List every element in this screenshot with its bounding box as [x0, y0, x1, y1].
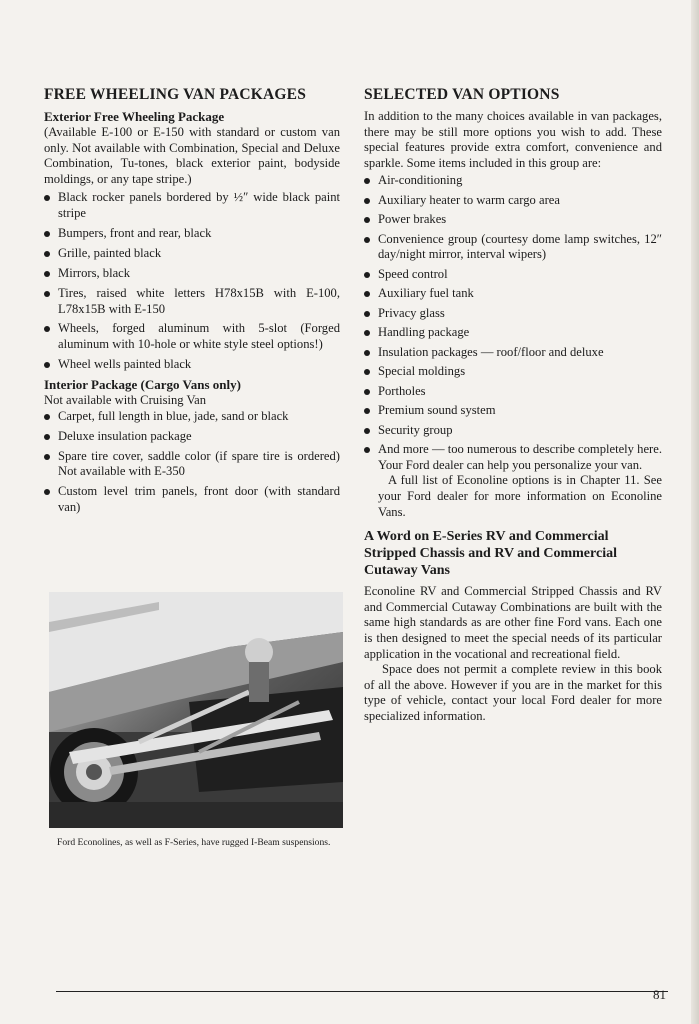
- list-item: Insulation packages — roof/floor and deluxe: [364, 345, 662, 361]
- list-item: And more — too numerous to describe completely here. Your Ford dealer can help you personalize your van.: [364, 442, 662, 473]
- rv-chassis-heading: A Word on E-Series RV and Commercial Stripped Chassis and RV and Commercial Cutaway Vans: [364, 529, 617, 579]
- bullet-icon: [44, 434, 50, 440]
- bullet-icon: [44, 195, 50, 201]
- list-item: Handling package: [364, 325, 662, 341]
- suspension-illustration: [49, 592, 343, 828]
- list-item: Bumpers, front and rear, black: [44, 226, 340, 242]
- right-column: [364, 86, 662, 725]
- list-item: Air-conditioning: [364, 173, 662, 189]
- exterior-package-list: [44, 190, 340, 372]
- photo-caption: Ford Econolines, as well as F-Series, have rugged I-Beam suspensions.: [57, 837, 331, 848]
- list-item: Auxiliary fuel tank: [364, 286, 662, 302]
- bullet-icon: [364, 369, 370, 375]
- bullet-icon: [44, 489, 50, 495]
- list-item: Deluxe insulation package: [44, 429, 340, 445]
- interior-package-intro: Not available with Cruising Van: [44, 393, 207, 408]
- full-list-note: A full list of Econoline options is in Chapter 11. See your Ford dealer for more information on Econoline Vans.: [378, 473, 662, 519]
- bullet-icon: [44, 414, 50, 420]
- list-item: Portholes: [364, 384, 662, 400]
- selected-options-heading: SELECTED VAN OPTIONS: [364, 86, 560, 103]
- list-item: Black rocker panels bordered by ½″ wide black paint stripe: [44, 190, 340, 221]
- left-column: [44, 86, 340, 520]
- list-item: Custom level trim panels, front door (with standard van): [44, 484, 340, 515]
- list-item: Speed control: [364, 267, 662, 283]
- bullet-icon: [364, 198, 370, 204]
- bullet-icon: [364, 291, 370, 297]
- list-item: Wheel wells painted black: [44, 357, 340, 373]
- exterior-package-intro: (Available E-100 or E-150 with standard or custom van only. Not available with Combination, Special and Deluxe Combination, Tu-tones, black exterior paint, bodyside moldings, or any tape stripe.): [44, 125, 340, 186]
- bullet-icon: [44, 251, 50, 257]
- list-item: Convenience group (courtesy dome lamp switches, 12″ day/night mirror, interval wipers): [364, 232, 662, 263]
- bullet-icon: [364, 217, 370, 223]
- list-item: Carpet, full length in blue, jade, sand or black: [44, 409, 340, 425]
- interior-package-title: Interior Package (Cargo Vans only): [44, 377, 241, 393]
- page-number: 81: [653, 987, 666, 1002]
- bullet-icon: [364, 389, 370, 395]
- bullet-icon: [364, 408, 370, 414]
- list-item: Mirrors, black: [44, 266, 340, 282]
- rv-paragraph-2: Space does not permit a complete review in this book of all the above. However if you are in the market for this type of vehicle, contact your local Ford dealer for more specialized information.: [364, 662, 662, 723]
- bullet-icon: [44, 454, 50, 460]
- bullet-icon: [364, 428, 370, 434]
- bullet-icon: [44, 231, 50, 237]
- bullet-icon: [44, 362, 50, 368]
- list-item: Special moldings: [364, 364, 662, 380]
- page-edge: [691, 0, 699, 1024]
- list-item: Wheels, forged aluminum with 5-slot (Forged aluminum with 10-hole or white style steel options!): [44, 321, 340, 352]
- list-item: Privacy glass: [364, 306, 662, 322]
- list-item: Security group: [364, 423, 662, 439]
- bullet-icon: [44, 326, 50, 332]
- bullet-icon: [364, 272, 370, 278]
- list-item: Premium sound system: [364, 403, 662, 419]
- list-item: Power brakes: [364, 212, 662, 228]
- bullet-icon: [44, 271, 50, 277]
- bullet-icon: [364, 237, 370, 243]
- list-item: Grille, painted black: [44, 246, 340, 262]
- bullet-icon: [364, 178, 370, 184]
- interior-package-list: [44, 409, 340, 516]
- exterior-package-title: Exterior Free Wheeling Package: [44, 109, 225, 124]
- list-item: Auxiliary heater to warm cargo area: [364, 193, 662, 209]
- bullet-icon: [44, 291, 50, 297]
- selected-options-intro: In addition to the many choices available in van packages, there may be still more options you wish to add. These special features provide extra comfort, convenience and sparkle. Some items included in this group are:: [364, 109, 662, 170]
- selected-options-list: [364, 173, 662, 473]
- rv-paragraph-1: Econoline RV and Commercial Stripped Chassis and RV and Commercial Cutaway Combinations are built with the same high standards as are other fine Ford vans. Each one is then designed to meet the special needs of its particular application in the vocational and recreational field.: [364, 584, 662, 661]
- footer-rule: [56, 991, 668, 992]
- free-wheeling-heading: FREE WHEELING VAN PACKAGES: [44, 86, 307, 103]
- bullet-icon: [364, 447, 370, 453]
- bullet-icon: [364, 330, 370, 336]
- bullet-icon: [364, 311, 370, 317]
- list-item: Tires, raised white letters H78x15B with E-100, L78x15B with E-150: [44, 286, 340, 317]
- bullet-icon: [364, 350, 370, 356]
- list-item: Spare tire cover, saddle color (if spare tire is ordered) Not available with E-350: [44, 449, 340, 480]
- suspension-photo: [49, 592, 343, 828]
